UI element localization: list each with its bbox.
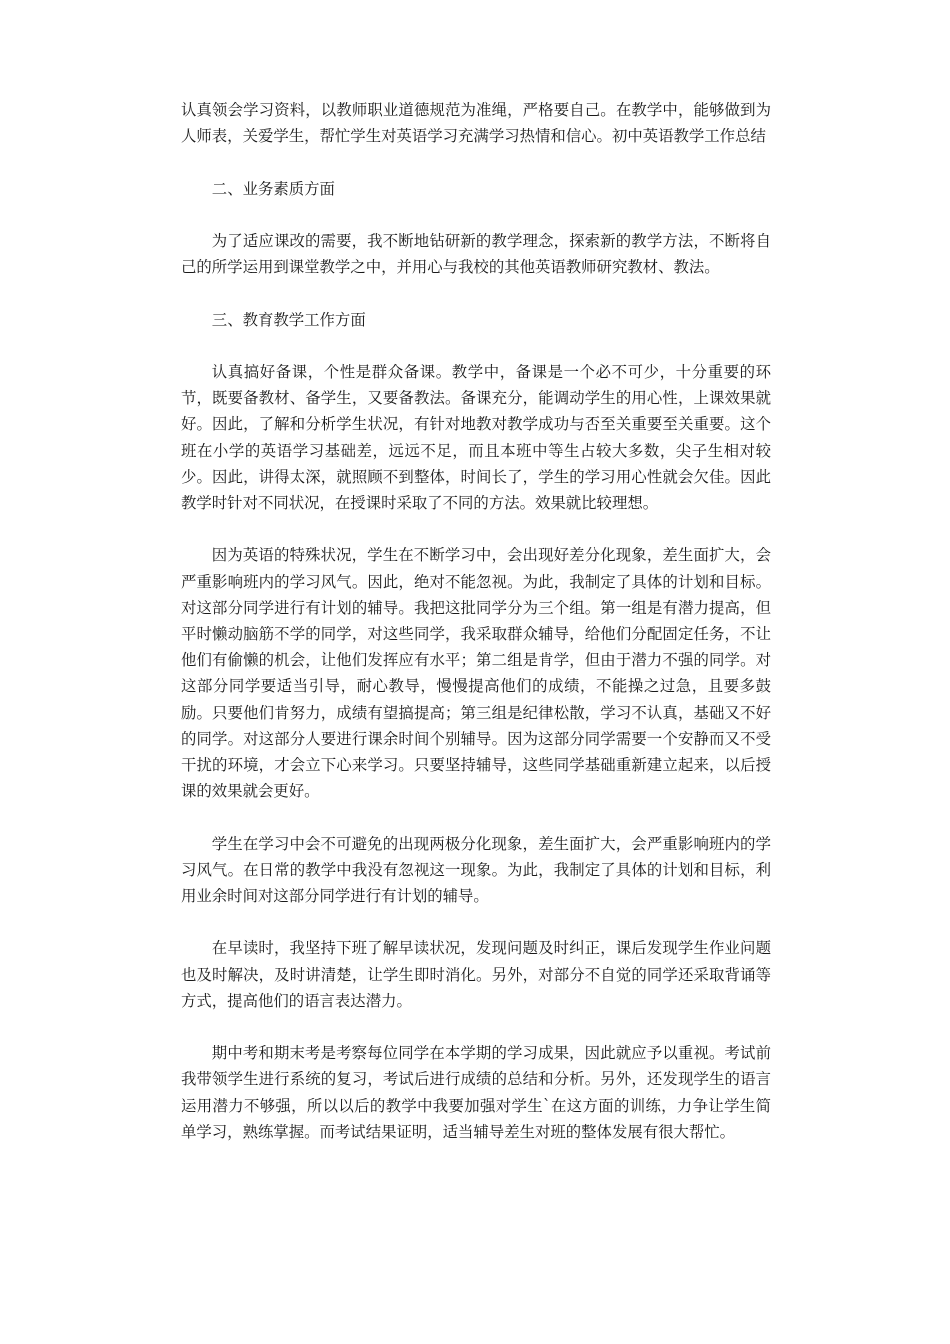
- section-heading-professional-quality: 二、业务素质方面: [211, 179, 335, 198]
- paragraph-lesson-preparation: 认真搞好备课，个性是群众备课。教学中，备课是一个必不可少，十分重要的环节，既要备教材、备学生，又要备教法。备课充分，能调动学生的用心性，上课效果就好。因此，了解和分析学生状况，有针对地教对教学成功与否至关重要至关重要。这个班在小学的英语学习基础差，远远不足，而且本班中等生占较大多数，尖子生相对较少。因此，讲得太深，就照顾不到整体，时间长了，学生的学习用心性就会欠佳。因此教学时针对不同状况，在授课时采取了不同的方法。效果就比较理想。: [181, 362, 771, 512]
- paragraph-exams: 期中考和期末考是考察每位同学在本学期的学习成果，因此就应予以重视。考试前我带领学生进行系统的复习，考试后进行成绩的总结和分析。另外，还发现学生的语言运用潜力不够强，所以以后的教学中我要加强对学生`在这方面的训练，力争让学生简单学习，熟练掌握。而考试结果证明，适当辅导差生对班的整体发展有很大帮忙。: [181, 1044, 771, 1141]
- document-page: [181, 97, 771, 1171]
- paragraph-morning-reading: 在早读时，我坚持下班了解早读状况，发现问题及时纠正，课后发现学生作业问题也及时解决，及时讲清楚，让学生即时消化。另外，对部分不自觉的同学还采取背诵等方式，提高他们的语言表达潜力。: [181, 939, 771, 1010]
- paragraph-teacher-ethics: 认真领会学习资料，以教师职业道德规范为准绳，严格要自己。在教学中，能够做到为人师表，关爱学生，帮忙学生对英语学习充满学习热情和信心。初中英语教学工作总结: [181, 101, 771, 146]
- section-heading-teaching-work: 三、教育教学工作方面: [211, 310, 366, 329]
- paragraph-curriculum-reform: 为了适应课改的需要，我不断地钻研新的教学理念，探索新的教学方法，不断将自己的所学运用到课堂教学之中，并用心与我校的其他英语教师研究教材、教法。: [181, 231, 771, 277]
- paragraph-weak-students-groups: 因为英语的特殊状况，学生在不断学习中，会出现好差分化现象，差生面扩大，会严重影响班内的学习风气。因此，绝对不能忽视。为此，我制定了具体的计划和目标。对这部分同学进行有计划的辅导。我把这批同学分为三个组。第一组是有潜力提高，但平时懒动脑筋不学的同学，对这些同学，我采取群众辅导，给他们分配固定任务，不让他们有偷懒的机会，让他们发挥应有水平；第二组是肯学，但由于潜力不强的同学。对这部分同学要适当引导，耐心教导，慢慢提高他们的成绩，不能操之过急，且要多鼓励。只要他们肯努力，成绩有望搞提高；第三组是纪律松散，学习不认真，基础又不好的同学。对这部分人要进行课余时间个别辅导。因为这部分同学需要一个安静而又不受干扰的环境，才会立下心来学习。只要坚持辅导，这些同学基础重新建立起来，以后授课的效果就会更好。: [181, 546, 771, 801]
- paragraph-polarization: 学生在学习中会不可避免的出现两极分化现象，差生面扩大，会严重影响班内的学习风气。在日常的教学中我没有忽视这一现象。为此，我制定了具体的计划和目标，利用业余时间对这部分同学进行有计划的辅导。: [181, 834, 771, 905]
